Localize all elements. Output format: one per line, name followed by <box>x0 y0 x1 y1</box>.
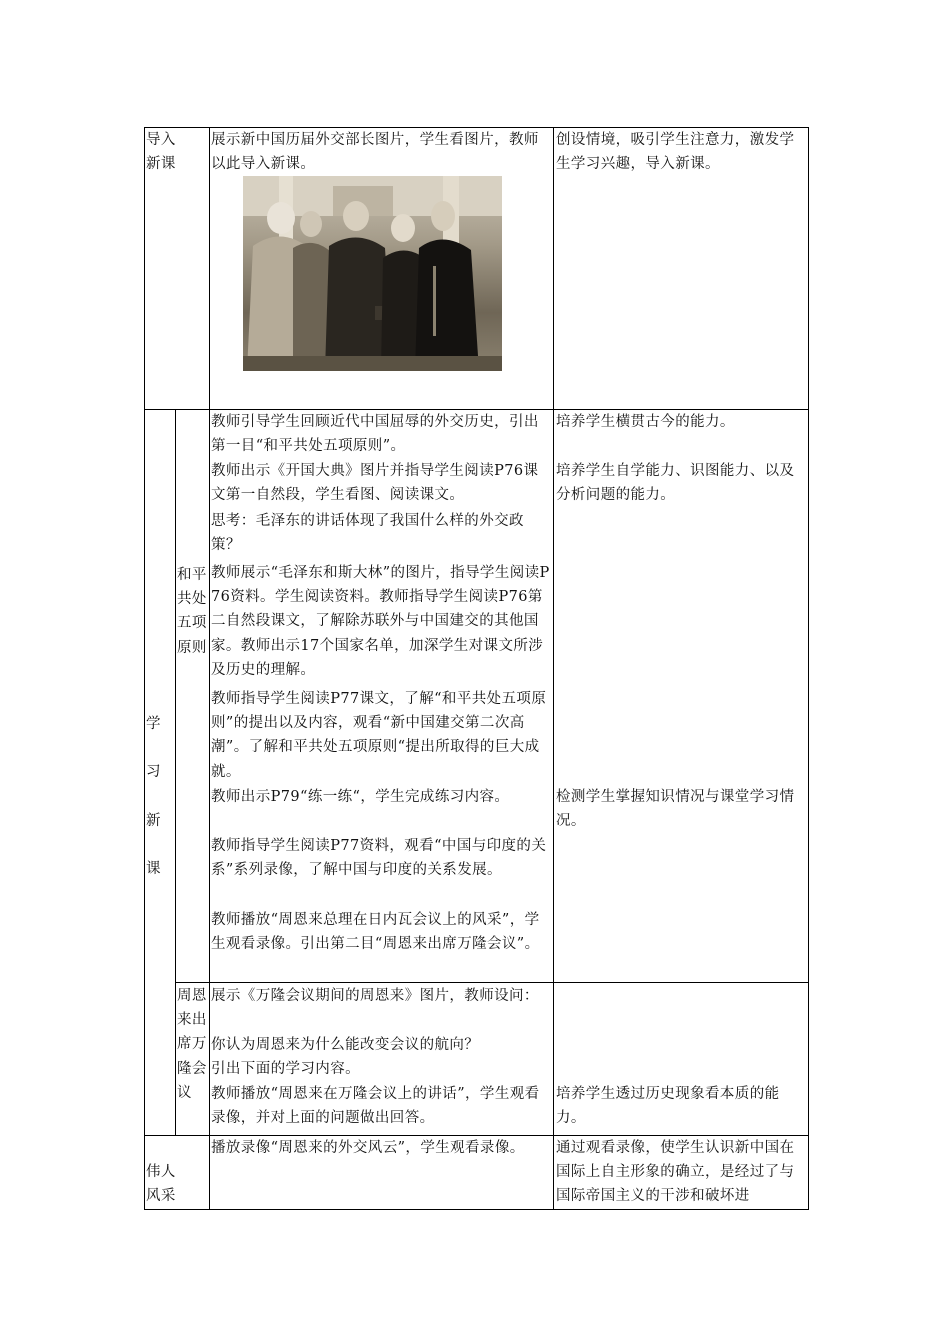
table-border-right <box>808 127 809 1210</box>
content-paragraph: 教师播放“周恩来在万隆会议上的讲话”，学生观看录像，并对上面的问题做出回答。 <box>211 1086 540 1127</box>
purpose-divider <box>553 127 554 1210</box>
intro-content: 展示新中国历届外交部长图片，学生看图片，教师以此导入新课。 <box>211 132 539 173</box>
table-border-bottom <box>144 1209 809 1210</box>
content-paragraph: 教师播放“周恩来总理在日内瓦会议上的风采”，学生观看录像。引出第二目“周恩来出席万隆会议”。 <box>211 912 540 953</box>
content-paragraph: 教师指导学生阅读P77资料，观看“中国与印度的关系”系列录像，了解中国与印度的关系发展。 <box>211 838 547 879</box>
intro-purpose: 创设情境，吸引学生注意力，激发学生学习兴趣，导入新课。 <box>556 132 795 173</box>
content-paragraph: 教师引导学生回顾近代中国屈辱的外交历史，引出第一目“和平共处五项原则”。 <box>211 414 539 455</box>
content-paragraph: 引出下面的学习内容。 <box>211 1061 360 1077</box>
row-label-intro: 导入新课 <box>146 132 176 173</box>
content-paragraph: 你认为周恩来为什么能改变会议的航向？ <box>211 1037 480 1053</box>
content-paragraph: 教师出示P79“练一练“，学生完成练习内容。 <box>211 789 510 805</box>
sublabel-peaceful-coexistence: 和平共处五项原则 <box>177 567 207 656</box>
section-label-char: 课 <box>146 861 161 877</box>
sublabel-divider <box>175 409 176 1135</box>
section-label-char: 学 <box>146 716 161 732</box>
content-paragraph: 教师指导学生阅读P77课文，了解“和平共处五项原则”的提出以及内容，观看“新中国建交第二次高潮”。了解和平共处五项原则“提出所取得的巨大成就。 <box>211 691 547 780</box>
section-label-new-lesson <box>146 712 172 902</box>
content-paragraph: 教师出示《开国大典》图片并指导学生阅读P76课文第一自然段，学生看图、阅读课文。 <box>211 463 539 504</box>
purpose-paragraph: 培养学生横贯古今的能力。 <box>556 414 735 430</box>
content-paragraph: 教师展示“毛泽东和斯大林”的图片，指导学生阅读P76资料。学生阅读资料。教师指导学生阅读P76第二自然段课文，了解除苏联外与中国建交的其他国家。教师出示17个国家名单，加深学生对课文所涉及历史的理解。 <box>211 565 550 678</box>
table-border-left <box>144 127 145 1210</box>
great-man-content: 播放录像“周恩来的外交风云”，学生观看录像。 <box>211 1140 525 1156</box>
purpose-paragraph: 培养学生透过历史现象看本质的能力。 <box>556 1086 780 1127</box>
great-man-purpose: 通过观看录像，使学生认识新中国在国际上自主形象的确立，是经过了与国际帝国主义的干涉和破坏进 <box>556 1140 795 1205</box>
content-paragraph: 思考：毛泽东的讲话体现了我国什么样的外交政策？ <box>211 513 524 554</box>
row-label-great-man: 伟人风采 <box>146 1164 176 1205</box>
foreign-ministers-photo <box>243 176 502 371</box>
section-label-char: 习 <box>146 764 161 780</box>
purpose-paragraph: 检测学生掌握知识情况与课堂学习情况。 <box>556 789 795 830</box>
sublabel-bandung-conference: 周恩来出席万隆会议 <box>177 988 207 1101</box>
row-divider-2 <box>175 982 809 983</box>
purpose-paragraph: 培养学生自学能力、识图能力、以及分析问题的能力。 <box>556 463 795 504</box>
section-label-char: 新 <box>146 813 161 829</box>
content-paragraph: 展示《万隆会议期间的周恩来》图片，教师设问： <box>211 988 539 1004</box>
